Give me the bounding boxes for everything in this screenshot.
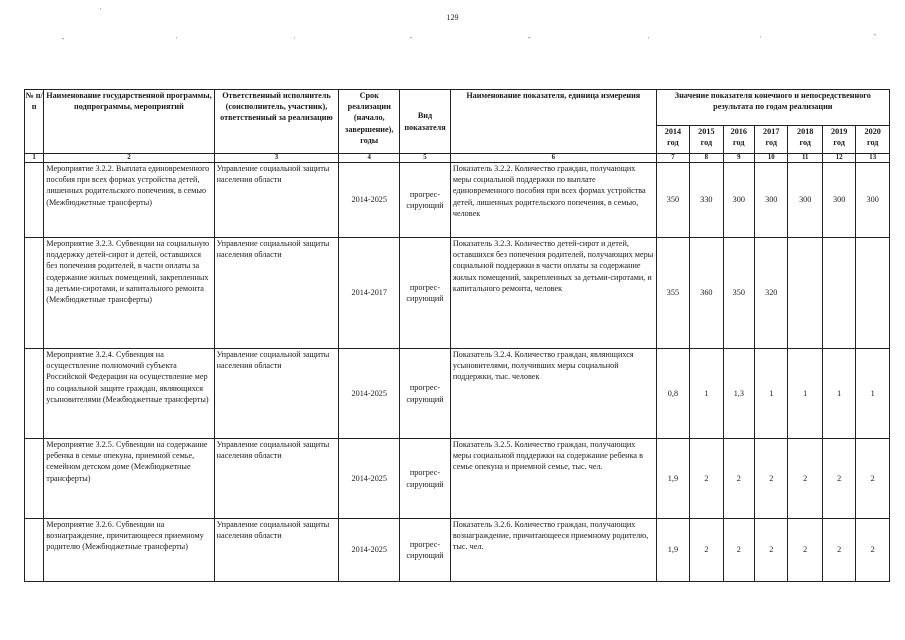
row-num [25,519,44,582]
value-cell: 350 [656,163,689,238]
indicator-name: Показатель 3.2.2. Количество граждан, получающих меры социальной поддержки по выплате единовременного пособия при всех формах устройства детей, лишенных родительского попечения, в семью, человек [450,163,656,238]
column-number: 12 [822,154,855,163]
column-number-row [25,154,890,163]
responsible-executor: Управление социальной защиты населения области [214,163,339,238]
value-cell: 1,9 [656,519,689,582]
value-cell: 1,3 [723,349,754,439]
value-cell: 355 [656,238,689,349]
indicator-type: прогрес-сирующий [400,439,451,519]
header-year: 2016 год [723,126,754,154]
value-cell [788,238,822,349]
scan-speck: " [62,38,65,44]
column-number: 13 [856,154,890,163]
scan-speck: " [410,37,413,43]
value-cell: 330 [690,163,723,238]
value-cell: 2 [723,519,754,582]
header-year: 2018 год [788,126,822,154]
value-cell: 2 [856,439,890,519]
implementation-term: 2014-2025 [339,349,400,439]
value-cell: 2 [755,519,788,582]
scan-speck: ' [648,37,650,43]
column-number: 8 [690,154,723,163]
indicator-name: Показатель 3.2.6. Количество граждан, получающих вознаграждение, причитающееся приемному родителю, тыс. чел. [450,519,656,582]
scan-speck: " [874,34,877,40]
implementation-term: 2014-2025 [339,163,400,238]
scan-speck: ' [100,8,102,14]
indicator-name: Показатель 3.2.4. Количество граждан, являющихся усыновителями, получивших меры социальной поддержки, тыс. человек [450,349,656,439]
header-year: 2017 год [755,126,788,154]
indicator-type: прогрес-сирующий [400,238,451,349]
table-row [25,349,890,439]
value-cell: 2 [822,519,855,582]
indicator-type: прогрес-сирующий [400,163,451,238]
measure-name: Мероприятие 3.2.6. Субвенции на вознаграждение, причитающееся приемному родителю (Межбюджетные трансферты) [44,519,214,582]
indicator-type: прогрес-сирующий [400,349,451,439]
header-type: Вид показателя [400,90,451,154]
table-row [25,238,890,349]
value-cell [822,238,855,349]
value-cell: 1,9 [656,439,689,519]
value-cell: 2 [788,439,822,519]
scan-speck: ' [760,36,762,42]
header-values-group: Значение показателя конечного и непосредственного результата по годам реализации [656,90,889,126]
value-cell: 350 [723,238,754,349]
value-cell: 2 [822,439,855,519]
row-num [25,238,44,349]
value-cell: 2 [755,439,788,519]
value-cell: 2 [856,519,890,582]
scan-speck: " [528,37,531,43]
header-year: 2014 год [656,126,689,154]
value-cell: 2 [723,439,754,519]
measure-name: Мероприятие 3.2.3. Субвенции на социальную поддержку детей-сирот и детей, оставшихся без попечения родителей, в части оплаты за содержание жилых помещений, закрепленных за детьми-сиротами, и капитального ремонта (Межбюджетные трансферты) [44,238,214,349]
column-number: 4 [339,154,400,163]
responsible-executor: Управление социальной защиты населения области [214,519,339,582]
value-cell [856,238,890,349]
header-year: 2015 год [690,126,723,154]
value-cell: 1 [690,349,723,439]
measure-name: Мероприятие 3.2.5. Субвенции на содержание ребенка в семье опекуна, приемной семье, семейном детском доме (Межбюджетные трансферты) [44,439,214,519]
header-year: 2019 год [822,126,855,154]
column-number: 6 [450,154,656,163]
implementation-term: 2014-2025 [339,439,400,519]
implementation-term: 2014-2025 [339,519,400,582]
header-term: Срок реализации (начало, завершение), годы [339,90,400,154]
value-cell: 2 [690,439,723,519]
value-cell: 2 [690,519,723,582]
column-number: 10 [755,154,788,163]
column-number: 11 [788,154,822,163]
column-number: 7 [656,154,689,163]
table-row [25,163,890,238]
value-cell: 0,8 [656,349,689,439]
value-cell: 320 [755,238,788,349]
header-executor: Ответственный исполнитель (соисполнитель, участник), ответственный за реализацию [214,90,339,154]
column-number: 2 [44,154,214,163]
row-num [25,163,44,238]
page-number: 129 [446,13,459,22]
responsible-executor: Управление социальной защиты населения области [214,439,339,519]
scan-speck: ' [294,37,296,43]
row-num [25,349,44,439]
header-indicator: Наименование показателя, единица измерения [450,90,656,154]
value-cell: 1 [856,349,890,439]
value-cell: 300 [856,163,890,238]
table-row [25,439,890,519]
column-number: 9 [723,154,754,163]
column-number: 3 [214,154,339,163]
column-number: 5 [400,154,451,163]
measure-name: Мероприятие 3.2.2. Выплата единовременного пособия при всех формах устройства детей, лишенных родительского попечения, в семью (Межбюджетные трансферты) [44,163,214,238]
table-row [25,519,890,582]
value-cell: 300 [822,163,855,238]
row-num [25,439,44,519]
value-cell: 300 [723,163,754,238]
column-number: 1 [25,154,44,163]
responsible-executor: Управление социальной защиты населения области [214,238,339,349]
value-cell: 1 [755,349,788,439]
value-cell: 300 [788,163,822,238]
measure-name: Мероприятие 3.2.4. Субвенция на осуществление полномочий субъекта Российской Федерации на осуществление мер по социальной защите граждан, являющихся усыновителями (Межбюджетные трансферты) [44,349,214,439]
indicator-name: Показатель 3.2.3. Количество детей-сирот и детей, оставшихся без попечения родителей, получающих меры социальной поддержки в части оплаты за содержание жилых помещений, закрепленных за детьми-сиротами, и капитального ремонта, человек [450,238,656,349]
scan-speck: ' [176,37,178,43]
program-indicators-table [24,89,890,582]
value-cell: 360 [690,238,723,349]
header-year: 2020 год [856,126,890,154]
indicator-type: прогрес-сирующий [400,519,451,582]
header-num: № п/п [25,90,44,154]
value-cell: 1 [788,349,822,439]
value-cell: 300 [755,163,788,238]
responsible-executor: Управление социальной защиты населения области [214,349,339,439]
value-cell: 1 [822,349,855,439]
implementation-term: 2014-2017 [339,238,400,349]
value-cell: 2 [788,519,822,582]
header-name: Наименование государственной программы, подпрограммы, мероприятий [44,90,214,154]
indicator-name: Показатель 3.2.5. Количество граждан, получающих меры социальной поддержки на содержание ребенка в семье опекуна и приемной семье, тыс. чел. [450,439,656,519]
